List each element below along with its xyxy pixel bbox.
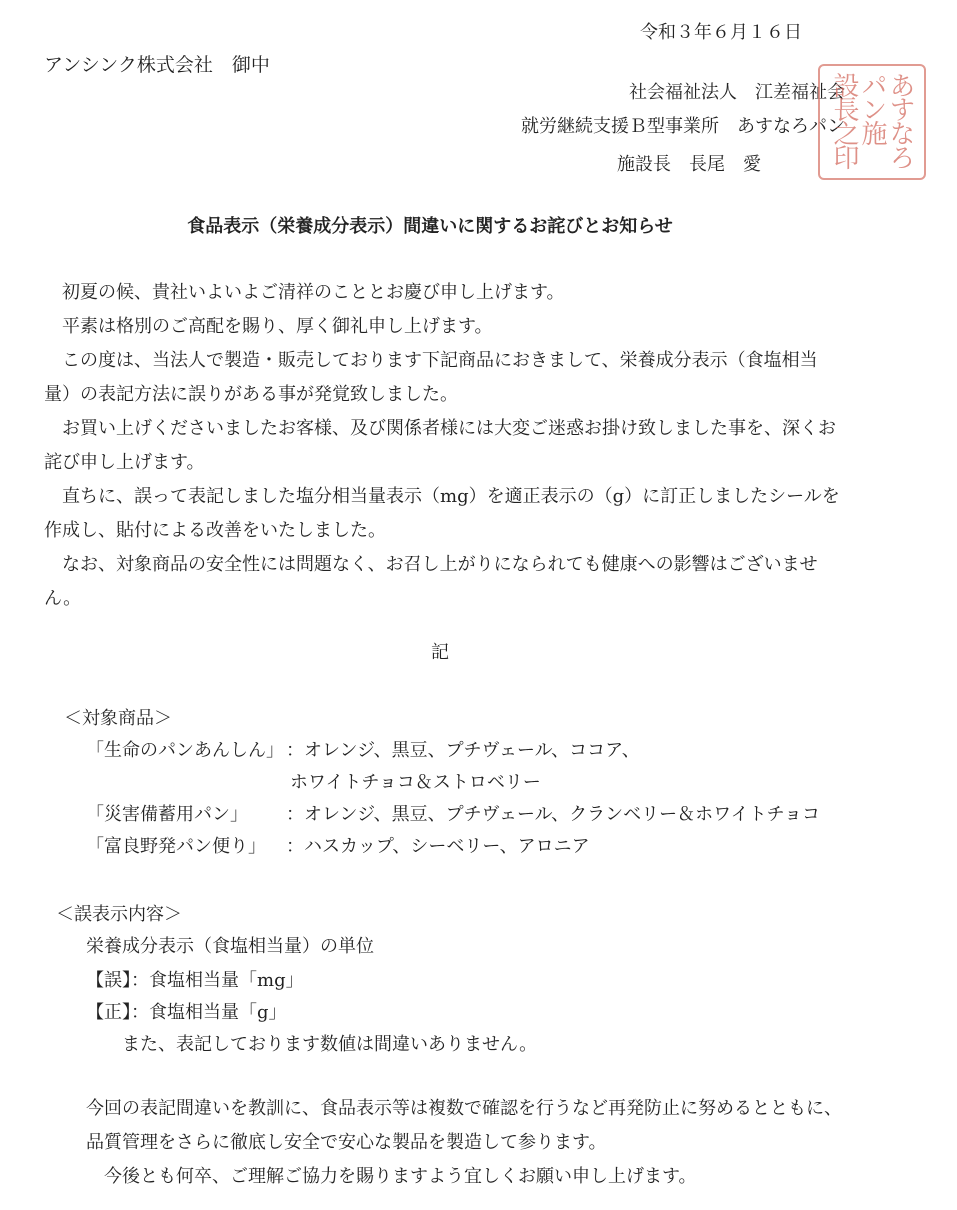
addressee: アンシンク株式会社 御中 [44, 54, 270, 76]
error-subject: 栄養成分表示（食塩相当量）の単位 [86, 936, 374, 957]
paragraph-apology: お買い上げくださいましたお客様、及び関係者様には大変ご迷惑お掛け致しました事を、深くお詫び申し上げます。 [44, 418, 836, 473]
paragraph-greeting: 初夏の候、貴社いよいよご清祥のこととお慶び申し上げます。 [62, 282, 565, 303]
product-name: 「災害備蓄用パン」 [86, 804, 248, 825]
error-heading: ＜誤表示内容＞ [56, 904, 182, 925]
product-list [0, 736, 900, 866]
product-name: 「生命のパンあんしん」 [86, 740, 284, 761]
products-heading: ＜対象商品＞ [64, 708, 172, 729]
product-name: 「富良野発パン便り」 [86, 836, 266, 857]
document-title: 食品表示（栄養成分表示）間違いに関するお詫びとお知らせ [187, 216, 673, 237]
official-seal-stamp [818, 64, 926, 180]
closing-text [86, 1092, 846, 1194]
paragraph-safety: なお、対象商品の安全性には問題なく、お召し上がりになられても健康への影響はございません。 [44, 554, 818, 609]
error-wrong: 【誤】：食塩相当量「mg」 [86, 970, 304, 991]
error-note: また、表記しております数値は間違いありません。 [122, 1034, 538, 1055]
product-flavors: ：ハスカップ、シーベリー、アロニア [286, 836, 590, 857]
seal-text-col1: あすなろ [885, 72, 915, 168]
seal-text-col3: 設長之印 [829, 72, 859, 168]
sender-facility: 就労継続支援Ｂ型事業所 あすなろパン [521, 116, 845, 137]
letter-body [44, 276, 844, 616]
product-flavors: ホワイトチョコ＆ストロベリー [290, 772, 541, 793]
letter-date: 令和３年６月１６日 [640, 22, 802, 43]
paragraph-issue: この度は、当法人で製造・販売しております下記商品におきまして、栄養成分表示（食塩相当量）の表記方法に誤りがある事が発覚致しました。 [44, 350, 818, 405]
paragraph-thanks: 平素は格別のご高配を賜り、厚く御礼申し上げます。 [62, 316, 493, 337]
sender-director: 施設長 長尾 愛 [617, 154, 761, 175]
closing-paragraph: 今回の表記間違いを教訓に、食品表示等は複数で確認を行うなど再発防止に努めるとともに、品質管理をさらに徹底し安全で安心な製品を製造して参ります。 [86, 1098, 842, 1153]
seal-text-col2: パン施 [857, 72, 887, 144]
product-flavors: ：オレンジ、黒豆、プチヴェール、ココア、 [286, 740, 640, 761]
product-flavors: ：オレンジ、黒豆、プチヴェール、クランベリー＆ホワイトチョコ [286, 804, 821, 825]
sender-organization: 社会福祉法人 江差福祉会 [629, 82, 845, 103]
ki-heading: 記 [431, 642, 449, 663]
paragraph-correction: 直ちに、誤って表記しました塩分相当量表示（mg）を適正表示の（g）に訂正しましたシールを作成し、貼付による改善をいたしました。 [44, 486, 840, 541]
error-correct: 【正】：食塩相当量「g」 [86, 1002, 287, 1023]
closing-request: 今後とも何卒、ご理解ご協力を賜りますよう宜しくお願い申し上げます。 [104, 1166, 697, 1187]
